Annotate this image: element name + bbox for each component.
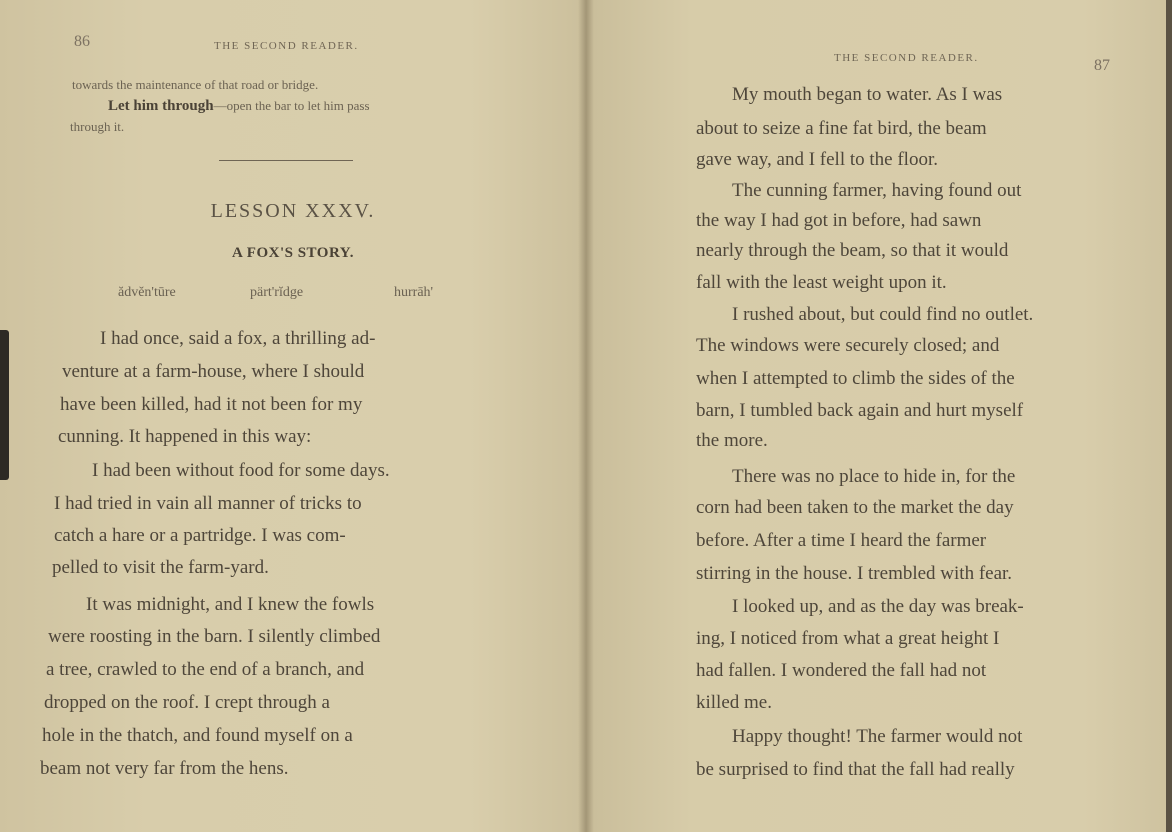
right-body-line-15: before. After a time I heard the farmer (696, 530, 987, 551)
right-body-line-2: about to seize a fine fat bird, the beam (696, 118, 987, 139)
note-term: Let him through (108, 98, 214, 114)
running-head-right: THE SECOND READER. (834, 52, 979, 64)
left-body-line-1: I had once, said a fox, a thrilling ad- (100, 328, 376, 349)
left-body-line-7: catch a hare or a partridge. I was com- (54, 525, 346, 546)
right-body-line-3: gave way, and I fell to the floor. (696, 149, 938, 170)
section-rule (219, 160, 353, 161)
left-body-line-6: I had tried in vain all manner of tricks to (54, 493, 362, 514)
left-body-line-2: venture at a farm-house, where I should (62, 361, 365, 382)
left-body-line-13: hole in the thatch, and found myself on a (42, 725, 353, 746)
left-body-line-9: It was midnight, and I knew the fowls (86, 594, 375, 615)
right-body-line-10: when I attempted to climb the sides of the (696, 368, 1015, 389)
right-page (586, 0, 1172, 832)
left-body-line-14: beam not very far from the hens. (40, 758, 289, 779)
right-body-line-4: The cunning farmer, having found out (732, 180, 1022, 201)
left-body-line-12: dropped on the roof. I crept through a (44, 692, 330, 713)
note-line-1: towards the maintenance of that road or bridge. (72, 77, 319, 92)
right-body-line-16: stirring in the house. I trembled with fear. (696, 563, 1013, 584)
right-body-line-13: There was no place to hide in, for the (732, 466, 1016, 487)
right-body-line-9: The windows were securely closed; and (696, 335, 1000, 356)
right-body-line-19: had fallen. I wondered the fall had not (696, 660, 987, 681)
right-body-line-7: fall with the least weight upon it. (696, 272, 947, 293)
bookmark-tab (0, 330, 9, 480)
story-title: A FOX'S STORY. (232, 245, 354, 261)
right-body-line-1: My mouth began to water. As I was (732, 84, 1003, 105)
right-body-line-17: I looked up, and as the day was break- (732, 596, 1024, 617)
page-number-right: 87 (1094, 57, 1110, 74)
note-line-3: through it. (70, 119, 125, 134)
vocab-word-1: ădvĕn'tūre (118, 285, 176, 300)
right-body-line-8: I rushed about, but could find no outlet. (732, 304, 1034, 325)
right-body-line-5: the way I had got in before, had sawn (696, 210, 982, 231)
right-page-edge (1166, 0, 1172, 832)
note-line-2 (108, 96, 370, 116)
left-body-line-11: a tree, crawled to the end of a branch, and (46, 659, 365, 680)
left-body-line-3: have been killed, had it not been for my (60, 394, 363, 415)
left-body-line-4: cunning. It happened in this way: (58, 426, 312, 447)
right-body-line-18: ing, I noticed from what a great height I (696, 628, 1000, 649)
right-body-line-12: the more. (696, 430, 768, 451)
right-body-line-20: killed me. (696, 692, 772, 713)
right-body-line-11: barn, I tumbled back again and hurt myself (696, 400, 1024, 421)
left-body-line-10: were roosting in the barn. I silently climbed (48, 626, 381, 647)
running-head-left: THE SECOND READER. (214, 40, 359, 52)
right-body-line-6: nearly through the beam, so that it would (696, 240, 1009, 261)
vocab-word-2: pärt'rĭdge (250, 285, 304, 300)
right-body-line-21: Happy thought! The farmer would not (732, 726, 1023, 747)
vocab-word-3: hurrāh' (394, 285, 434, 300)
lesson-title: LESSON XXXV. (210, 200, 376, 222)
right-body-line-22: be surprised to find that the fall had really (696, 759, 1015, 780)
right-body-line-14: corn had been taken to the market the day (696, 497, 1014, 518)
left-body-line-8: pelled to visit the farm-yard. (52, 557, 269, 578)
left-body-line-5: I had been without food for some days. (92, 460, 390, 481)
page-number-left: 86 (74, 33, 90, 50)
note-definition: —open the bar to let him pass (213, 98, 370, 113)
book-gutter (578, 0, 594, 832)
